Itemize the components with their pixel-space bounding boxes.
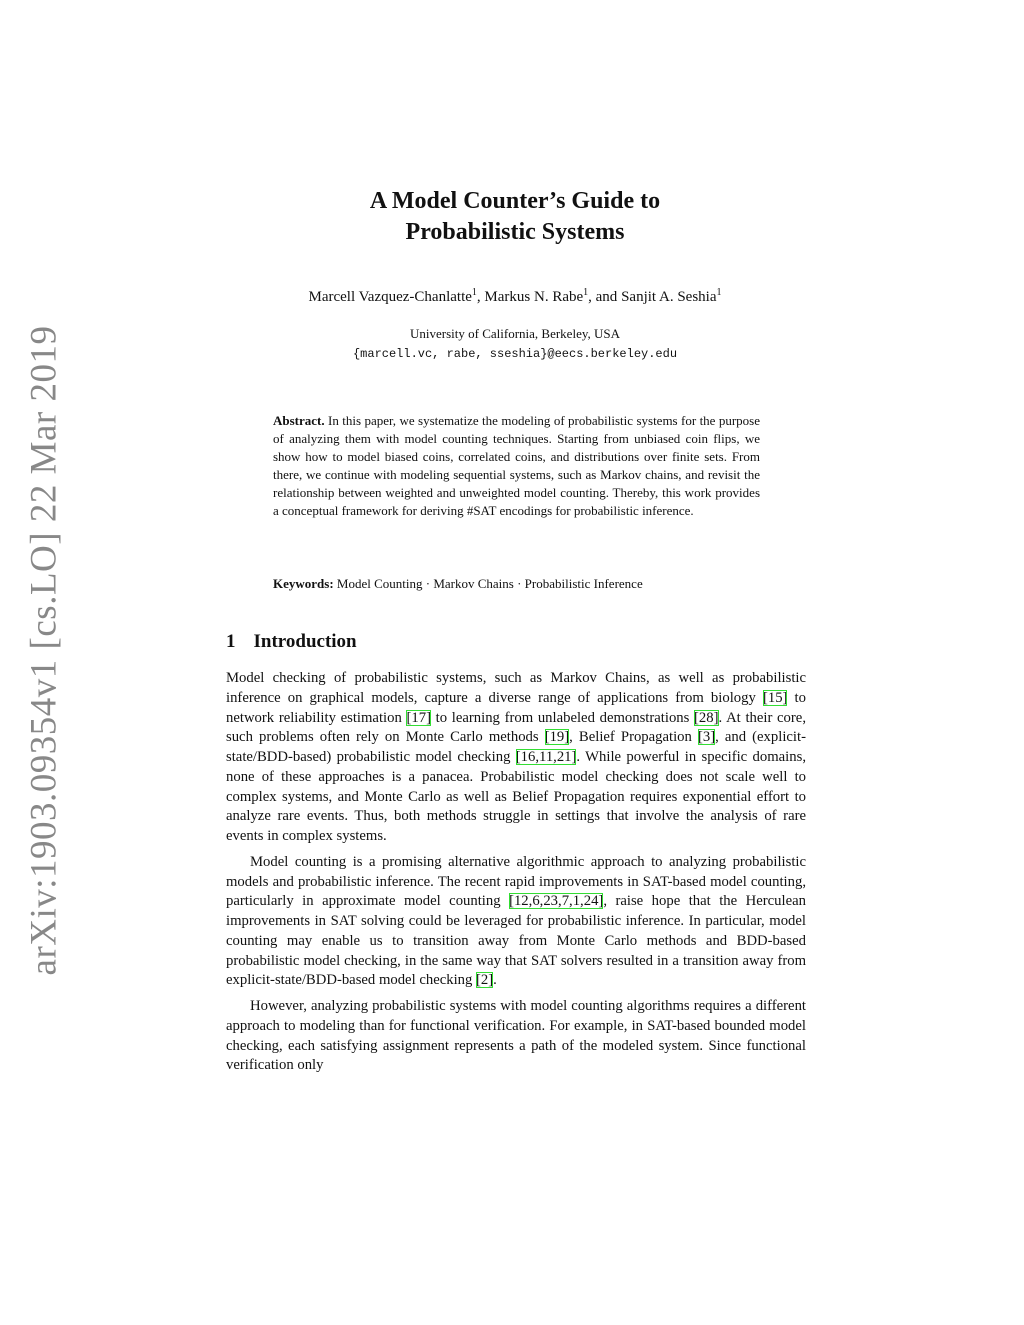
paragraph-text: , and (explicit-state/BDD-based) probabilistic model checking: [226, 729, 806, 765]
paragraph: [226, 669, 806, 847]
section-number: 1: [226, 631, 236, 652]
paper-title: [0, 186, 1024, 248]
citation-link[interactable]: [16,11,21]: [515, 749, 577, 765]
author-affiliation-mark: 1: [583, 287, 589, 298]
citation-link[interactable]: [17]: [406, 709, 431, 726]
paragraph-text: However, analyzing probabilistic systems with model counting algorithms requires a different approach to modeling than for functional verification. For example, in SAT-based bounded model checking, each satisfying assignment represents a path of the modeled system. Since functional verification only: [226, 998, 806, 1074]
citation-link[interactable]: [2]: [476, 972, 494, 989]
author-name: Markus N. Rabe: [484, 289, 584, 305]
paragraph-text: Model counting is a promising alternative algorithmic approach to analyzing probabilistic models and probabilistic inference. The recent rapid improvements in SAT-based model counting, particularly in approximate model counting: [226, 853, 806, 910]
section-title: Introduction: [253, 631, 357, 652]
keywords-label: Keywords:: [273, 576, 334, 591]
paragraph-text: , raise hope that the Herculean improvements in SAT solving could be leveraged for probabilistic inference. In particular, model counting may enable us to transition away from Monte Carlo methods and BDD-based probabilistic model checking, in the same way that SAT solvers resulted in a transition away from explicit-state/BDD-based model checking: [226, 893, 806, 989]
section-heading: [226, 631, 357, 653]
author-separator: , and: [588, 289, 622, 305]
paragraph: [226, 853, 806, 991]
paragraph-text: to learning from unlabeled demonstrations: [430, 709, 695, 726]
title-line-2: Probabilistic Systems: [405, 219, 625, 245]
author-affiliation-mark: 1: [471, 287, 477, 298]
author-name: Sanjit A. Seshia: [621, 289, 717, 305]
author-name: Marcell Vazquez-Chanlatte: [308, 289, 472, 305]
citation-link[interactable]: [12,6,23,7,1,24]: [509, 893, 604, 910]
paragraph-text: . At their core, such problems often rely on Monte Carlo methods: [226, 709, 806, 746]
affiliation: University of California, Berkeley, USA: [410, 326, 620, 341]
author-emails: {marcell.vc, rabe, sseshia}@eecs.berkeley.edu: [352, 347, 678, 361]
paragraph-text: . While powerful in specific domains, none of these approaches is a panacea. Probabilistic model checking does not scale well to complex systems, and Monte Carlo as well as Belief Propagation requires exponential effort to analyze rare events. Thus, both methods struggle in settings that involve the analysis of rare events in complex systems.: [226, 749, 806, 844]
citation-link[interactable]: [3]: [697, 729, 716, 746]
affiliation-block: [0, 324, 1024, 364]
arxiv-identifier-text: arXiv:1903.09354v1 [cs.LO] 22 Mar 2019: [23, 325, 65, 975]
paragraph-text: Model checking of probabilistic systems, such as Markov Chains, as well as probabilistic inference on graphical models, capture a diverse range of applications from biology: [226, 670, 806, 706]
paragraph-text: , Belief Propagation: [569, 729, 698, 746]
abstract-label: Abstract.: [273, 413, 325, 428]
title-line-1: A Model Counter’s Guide to: [369, 188, 661, 214]
author-list: [0, 287, 1024, 306]
keywords: [273, 576, 763, 592]
paragraph-text: to network reliability estimation: [226, 689, 806, 726]
arxiv-identifier-stamp: [14, 325, 74, 975]
paragraph-text: .: [493, 972, 497, 989]
citation-link[interactable]: [28]: [694, 709, 719, 726]
abstract: [273, 412, 760, 521]
citation-link[interactable]: [15]: [762, 689, 788, 706]
author-affiliation-mark: 1: [716, 287, 722, 298]
citation-link[interactable]: [19]: [544, 729, 570, 746]
keywords-text: Model Counting · Markov Chains · Probabilistic Inference: [336, 576, 643, 591]
author-separator: ,: [476, 289, 485, 305]
body-text: [226, 669, 806, 1082]
paragraph: [226, 997, 806, 1076]
abstract-text: In this paper, we systematize the modeling of probabilistic systems for the purpose of analyzing them with model counting techniques. Starting from unbiased coin flips, we show how to model biased coins, correlated coins, and distributions over finite sets. From there, we continue with modeling sequential systems, such as Markov chains, and revisit the relationship between weighted and unweighted model counting. Thereby, this work provides a conceptual framework for deriving #SAT encodings for probabilistic inference.: [273, 413, 761, 519]
